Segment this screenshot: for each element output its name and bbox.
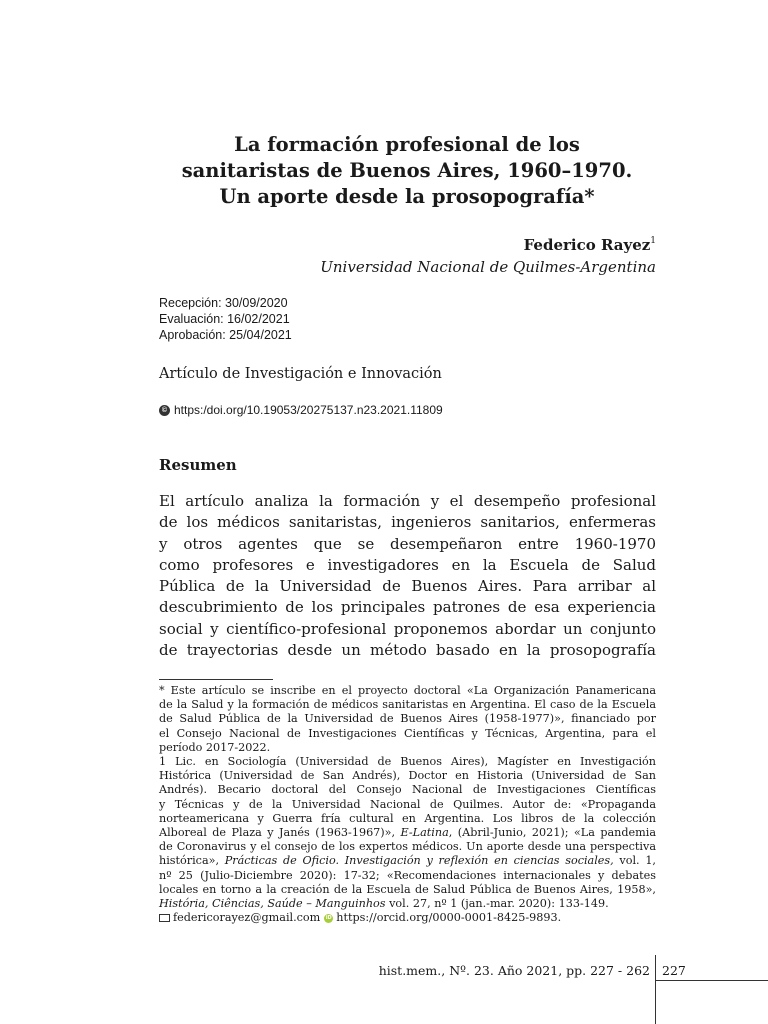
footnote-separator: [159, 679, 273, 680]
journal-citation: hist.mem., Nº. 23. Año 2021, pp. 227 - 262: [378, 963, 650, 978]
abstract-line: y otros agentes que se desempeñaron entre 1960-1970: [159, 534, 656, 553]
approval-date: Aprobación: 25/04/2021: [159, 328, 292, 342]
article-type: Artículo de Investigación e Innovación: [159, 366, 442, 382]
footnote-line: período 2017-2022.: [159, 740, 271, 754]
author-name: [524, 236, 656, 254]
abstract-line: Pública de la Universidad de Buenos Aires. Para arribar al: [159, 577, 656, 596]
footnote-line: [159, 897, 656, 911]
footnote-line: Andrés). Becario doctoral del Consejo Nacional de Investigaciones Científicas: [159, 783, 656, 797]
footnote-line: de Salud Pública de la Universidad de Buenos Aires (1958-1977)», financiado por: [159, 712, 656, 726]
footnote-line: de la Salud y la formación de médicos sanitaristas en Argentina. El caso de la Escuela: [159, 698, 656, 712]
abstract-line: de los médicos sanitaristas, ingenieros sanitarios, enfermeras: [159, 513, 656, 532]
footnote-text: histórica»,: [159, 854, 225, 868]
footnote-line: * Este artículo se inscribe en el proyecto doctoral «La Organización Panamericana: [159, 684, 656, 697]
page-number: 227: [662, 963, 686, 978]
footer-vertical-rule: [655, 955, 656, 1024]
footnote-italic: E-Latina: [400, 826, 449, 840]
author-note-mark[interactable]: 1: [650, 236, 656, 246]
footnote-line: 1 Lic. en Sociología (Universidad de Buenos Aires), Magíster en Investigación: [159, 755, 656, 769]
orcid-icon: iD: [325, 914, 332, 921]
evaluation-date: Evaluación: 16/02/2021: [159, 312, 290, 326]
reception-date: Recepción: 30/09/2020: [159, 296, 288, 310]
author-affiliation: Universidad Nacional de Quilmes-Argentina: [320, 258, 656, 276]
abstract-line: social y científico-profesional proponemos abordar un conjunto: [159, 619, 656, 638]
footnote-line: nº 25 (Julio-Diciembre 2020): 17-32; «Recomendaciones internacionales y debates: [159, 868, 656, 882]
title-line-2: sanitaristas de Buenos Aires, 1960–1970.: [181, 159, 633, 182]
abstract-line: como profesores e investigadores en la Escuela de Salud: [159, 555, 656, 574]
author-email[interactable]: federicorayez@gmail.com: [173, 911, 321, 925]
footer-horizontal-rule: [655, 980, 768, 981]
mail-icon: [159, 914, 170, 922]
doi-line: [159, 403, 443, 417]
footnote-italic: História, Ciências, Saúde – Manguinhos: [159, 897, 386, 911]
title-line-1: La formación profesional de los: [234, 133, 580, 156]
footnote-line: [159, 854, 656, 868]
title-line-3: Un aporte desde la prosopografía*: [219, 185, 595, 208]
footnote-text: vol. 27, nº 1 (jan.-mar. 2020): 133-149.: [385, 897, 609, 911]
abstract-body: [159, 491, 656, 661]
abstract-line: El artículo analiza la formación y el desempeño profesional: [159, 492, 656, 510]
footnote-line: el Consejo Nacional de Investigaciones Científicas y Técnicas, Argentina, para el: [159, 726, 656, 740]
abstract-line: descubrimiento de los principales patrones de esa experiencia: [159, 598, 656, 617]
footnote-line: [159, 826, 656, 840]
footnote-text: vol. 1,: [613, 854, 656, 868]
footnote-italic: Prácticas de Oficio. Investigación y reflexión en ciencias sociales,: [224, 854, 614, 868]
article-title: [150, 132, 664, 210]
orcid-link[interactable]: https://orcid.org/0000-0001-8425-9893.: [336, 911, 562, 925]
abstract-line: de trayectorias desde un método basado en la prosopografía: [159, 641, 656, 660]
author-name-text: Federico Rayez: [523, 236, 651, 254]
footnote-line: de Coronavirus y el consejo de los expertos médicos. Un aporte desde una perspectiva: [159, 840, 656, 854]
author-contact: [159, 911, 656, 925]
abstract-heading: Resumen: [159, 456, 237, 474]
footnote-line: y Técnicas y de la Universidad Nacional de Quilmes. Autor de: «Propaganda: [159, 797, 656, 811]
footnote-line: norteamericana y Guerra fría cultural en Argentina. Los libros de la colección: [159, 811, 656, 825]
footnote-line: Histórica (Universidad de San Andrés), Doctor en Historia (Universidad de San: [159, 769, 656, 783]
footnote-text: Alboreal de Plaza y Janés (1963-1967)»,: [159, 826, 401, 840]
doi-icon: ©: [159, 405, 170, 416]
footnote-text: , (Abril-Junio, 2021); «La pandemia: [448, 826, 656, 840]
submission-dates: [159, 295, 292, 343]
footnotes: [159, 684, 656, 925]
doi-link[interactable]: https:/doi.org/10.19053/20275137.n23.2021.11809: [174, 403, 443, 417]
footnote-line: locales en torno a la creación de la Escuela de Salud Pública de Buenos Aires, 1958»,: [159, 882, 656, 896]
